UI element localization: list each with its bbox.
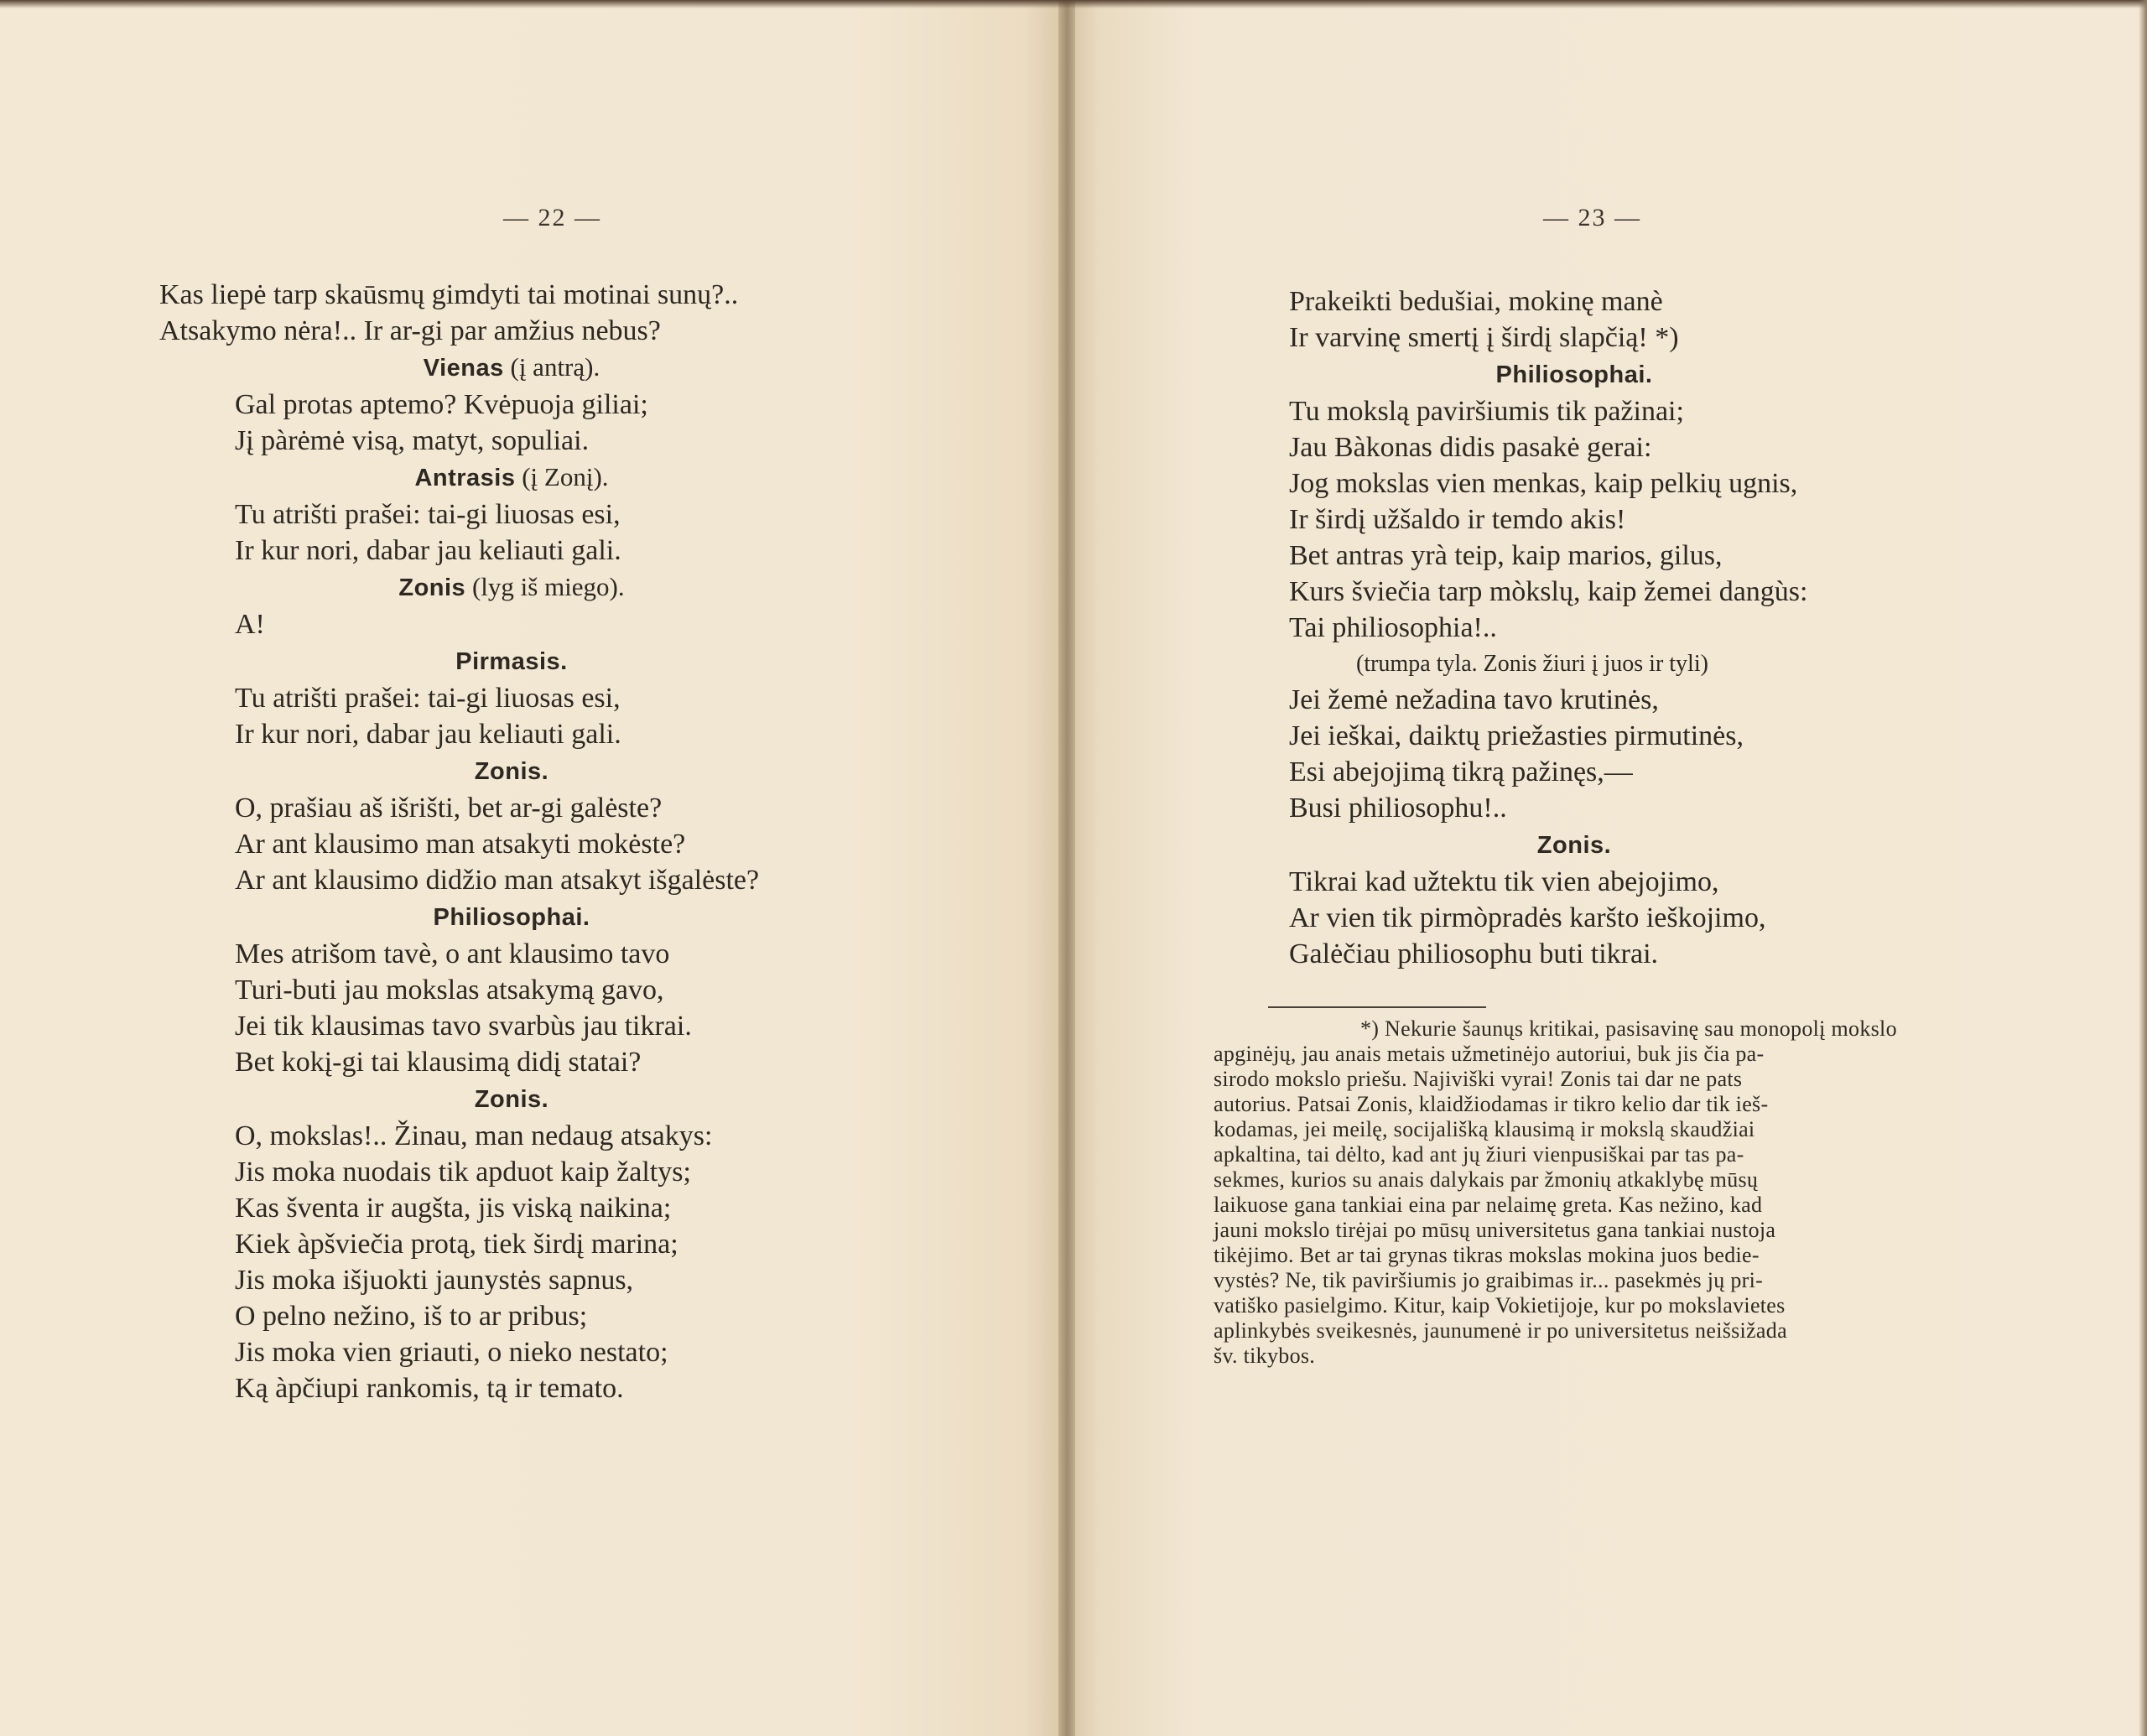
- footnote-line: vatiško pasielgimo. Kitur, kaip Vokietijoje, kur po mokslavietes: [1214, 1293, 1786, 1318]
- verse-line: Jei ieškai, daiktų priežasties pirmutinės,: [1289, 720, 1744, 751]
- verse-line: Ir širdį užšaldo ir temdo akis!: [1289, 504, 1626, 535]
- verse-line: Kiek àpšviečia protą, tiek širdį marina;: [235, 1229, 678, 1260]
- footnote-line: jauni mokslo tirėjai po mūsų universitetus gana tankiai nustoja: [1214, 1218, 1776, 1242]
- verse-line: Gal protas aptemo? Kvėpuoja giliai;: [235, 389, 648, 420]
- footnote-rule: [1268, 1006, 1486, 1008]
- footnote-line: šv. tikybos.: [1214, 1344, 1316, 1368]
- verse-line: Ir varvinę smertį į širdį slapčią! *): [1289, 322, 1679, 353]
- verse-line: Galėčiau philiosophu buti tikrai.: [1289, 938, 1659, 969]
- footnote-line: *) Nekurie šaunųs kritikai, pasisavinę sau monopolį mokslo: [1360, 1016, 1897, 1041]
- stage-direction: (lyg iš miego).: [465, 572, 625, 601]
- verse-line: O, mokslas!.. Žinau, man nedaug atsakys:: [235, 1120, 713, 1151]
- verse-line: Jei tik klausimas tavo svarbùs jau tikrai.: [235, 1011, 692, 1042]
- verse-line: Tikrai kad užtektu tik vien abejojimo,: [1289, 866, 1719, 897]
- verse-line: Kurs šviečia tarp mòkslų, kaip žemei dangùs:: [1289, 576, 1808, 607]
- verse-line: Esi abejojimą tikrą pažinęs,—: [1289, 756, 1633, 787]
- footnote-line: aplinkybės sveikesnės, jaunumenė ir po universitetus neišsižada: [1214, 1318, 1787, 1343]
- verse-line: Jau Bàkonas didis pasakė gerai:: [1289, 432, 1652, 463]
- left-text-column: [159, 277, 864, 1406]
- verse-line: Ar ant klausimo didžio man atsakyt išgalėste?: [235, 865, 760, 896]
- speaker-heading: [159, 898, 864, 936]
- verse-line: Prakeikti bedušiai, mokinę manè: [1289, 286, 1663, 317]
- verse-line: Ar ant klausimo man atsakyti mokėste?: [235, 829, 686, 860]
- footnote-line: sirodo mokslo priešu. Najiviški vyrai! Zonis tai dar ne pats: [1214, 1067, 1743, 1091]
- verse-line: Tu mokslą paviršiumis tik pažinai;: [1289, 396, 1684, 427]
- right-text-column: [1289, 283, 1859, 972]
- speaker-heading: [159, 1080, 864, 1118]
- footnote-line: laikuose gana tankiai eina par nelaimę greta. Kas nežino, kad: [1214, 1193, 1763, 1217]
- verse-line: O pelno nežino, iš to ar pribus;: [235, 1301, 588, 1332]
- footnote-line: apkaltina, tai dėlto, kad ant jų žiuri vienpusiškai par tas pa-: [1214, 1142, 1744, 1167]
- right-page: [1067, 0, 2147, 1736]
- footnote-line: sekmes, kurios su anais dalykais par žmonių atkaklybę mūsų: [1214, 1167, 1759, 1192]
- page-number-right: — 23 —: [1543, 204, 1641, 231]
- speaker-name: Antrasis: [414, 465, 516, 491]
- footnote-line: tikėjimo. Bet ar tai grynas tikras mokslas mokina juos bedie-: [1214, 1243, 1760, 1267]
- speaker-name: Philiosophai.: [1495, 361, 1653, 388]
- speaker-heading: [159, 349, 864, 387]
- left-page: [0, 0, 1067, 1736]
- right-edge-shadow: [2139, 0, 2147, 1736]
- verse-line: Tai philiosophia!..: [1289, 612, 1497, 643]
- verse-line: Kas liepė tarp skaūsmų gimdyti tai motinai sunų?..: [159, 279, 739, 310]
- book-gutter: [1058, 0, 1075, 1736]
- verse-line: Jei žemė nežadina tavo krutinės,: [1289, 684, 1659, 715]
- verse-line: Jį pàrėmė visą, matyt, sopuliai.: [235, 425, 590, 456]
- verse-line: Tu atrišti prašei: tai-gi liuosas esi,: [235, 499, 621, 530]
- verse-line: Kas šventa ir augšta, jis viską naikina;: [235, 1193, 672, 1224]
- verse-line: Jis moka nuodais tik apduot kaip žaltys;: [235, 1156, 691, 1188]
- verse-line: Bet kokį-gi tai klausimą didį statai?: [235, 1047, 642, 1078]
- verse-line: Jis moka vien griauti, o nieko nestato;: [235, 1337, 668, 1368]
- verse-line: Bet antras yrà teip, kaip marios, gilus,: [1289, 540, 1723, 571]
- verse-line: Ir kur nori, dabar jau keliauti gali.: [235, 719, 621, 750]
- speaker-name: Pirmasis.: [455, 648, 568, 675]
- stage-direction: (į Zonį).: [515, 462, 609, 491]
- stage-direction: (į antrą).: [503, 352, 600, 382]
- verse-line: A!: [235, 609, 265, 640]
- page-number-left: — 22 —: [503, 204, 601, 231]
- speaker-name: Zonis.: [474, 758, 549, 785]
- verse-line: Ar vien tik pirmòpradės karšto ieškojimo,: [1289, 902, 1766, 933]
- speaker-heading: [159, 642, 864, 680]
- speaker-heading: [159, 569, 864, 606]
- speaker-name: Vienas: [423, 355, 504, 382]
- speaker-heading: [1289, 356, 1859, 393]
- verse-line: Jog mokslas vien menkas, kaip pelkių ugnis,: [1289, 468, 1798, 499]
- speaker-name: Zonis.: [474, 1086, 549, 1113]
- verse-line: Mes atrišom tavè, o ant klausimo tavo: [235, 938, 670, 969]
- top-edge-shadow: [0, 0, 2147, 8]
- footnote-line: autorius. Patsai Zonis, klaidžiodamas ir tikro kelio dar tik ieš-: [1214, 1092, 1769, 1116]
- footnote-line: vystės? Ne, tik paviršiumis jo graibimas ir... pasekmės jų pri-: [1214, 1268, 1764, 1292]
- verse-line: Busi philiosophu!..: [1289, 793, 1507, 824]
- speaker-name: Zonis: [398, 574, 466, 601]
- footnote-line: apginėjų, jau anais metais užmetinėjo autoriui, buk jis čia pa-: [1214, 1042, 1765, 1066]
- speaker-name: Zonis.: [1536, 832, 1612, 859]
- verse-line: Turi-buti jau mokslas atsakymą gavo,: [235, 975, 664, 1006]
- verse-line: Ir kur nori, dabar jau keliauti gali.: [235, 535, 621, 566]
- verse-line: Tu atrišti prašei: tai-gi liuosas esi,: [235, 683, 621, 714]
- verse-line: Atsakymo nėra!.. Ir ar-gi par amžius nebus?: [159, 315, 661, 346]
- stage-direction: (trumpa tyla. Zonis žiuri į juos ir tyli): [1356, 651, 1708, 677]
- speaker-heading: [159, 459, 864, 496]
- verse-line: Jis moka išjuokti jaunystės sapnus,: [235, 1265, 634, 1296]
- verse-line: O, prašiau aš išrišti, bet ar-gi galėste?: [235, 793, 663, 824]
- footnote: [1214, 1016, 1897, 1369]
- speaker-heading: [159, 752, 864, 790]
- footnote-line: kodamas, jei meilę, socijališką klausimą ir mokslą skaudžiai: [1214, 1117, 1755, 1141]
- speaker-name: Philiosophai.: [433, 904, 590, 931]
- speaker-heading: [1289, 826, 1859, 864]
- verse-line: Ką àpčiupi rankomis, tą ir temato.: [235, 1373, 624, 1404]
